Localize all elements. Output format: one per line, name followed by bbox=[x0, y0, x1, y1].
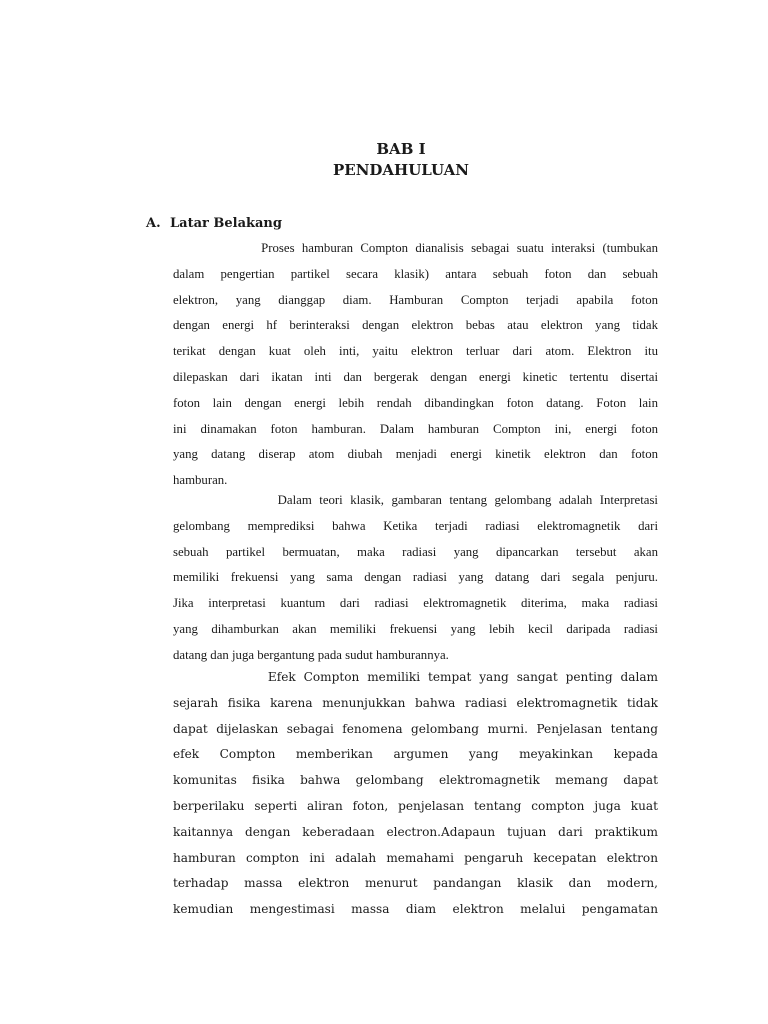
paragraph-line: Jika interpretasi kuantum dari radiasi elektromagnetik diterima, maka radiasi bbox=[173, 596, 658, 611]
paragraph-1 bbox=[173, 236, 658, 494]
paragraph-line: yang dihamburkan akan memiliki frekuensi yang lebih kecil daripada radiasi bbox=[173, 621, 658, 636]
paragraph-line: datang dan juga bergantung pada sudut hamburannya. bbox=[173, 647, 449, 662]
paragraph-line: dalam pengertian partikel secara klasik) antara sebuah foton dan sebuah bbox=[173, 266, 658, 281]
paragraph-line: Dalam teori klasik, gambaran tentang gelombang adalah Interpretasi bbox=[173, 493, 658, 507]
chapter-title: PENDAHULUAN bbox=[332, 161, 470, 179]
paragraph-line: berperilaku seperti aliran foton, penjelasan tentang compton juga kuat bbox=[173, 798, 658, 813]
paragraph-line: memiliki frekuensi yang sama dengan radiasi yang datang dari segala penjuru. bbox=[173, 570, 658, 585]
paragraph-line: dengan energi hf berinteraksi dengan elektron bebas atau elektron yang tidak bbox=[173, 318, 658, 333]
paragraph-line: gelombang memprediksi bahwa Ketika terjadi radiasi elektromagnetik dari bbox=[173, 518, 658, 533]
paragraph-line: terhadap massa elektron menurut pandangan klasik dan modern, bbox=[173, 876, 658, 891]
paragraph-line: dilepaskan dari ikatan inti dan bergerak dengan energi kinetic tertentu disertai bbox=[173, 369, 658, 384]
paragraph-line: dapat dijelaskan sebagai fenomena gelombang murni. Penjelasan tentang bbox=[173, 721, 658, 736]
paragraph-line: komunitas fisika bahwa gelombang elektromagnetik memang dapat bbox=[173, 773, 658, 788]
section-heading bbox=[146, 214, 282, 234]
paragraph-line: ini dinamakan foton hamburan. Dalam hamburan Compton ini, energi foton bbox=[173, 421, 658, 436]
paragraph-line: hamburan. bbox=[173, 473, 228, 488]
paragraph-line: Proses hamburan Compton dianalisis sebagai suatu interaksi (tumbukan bbox=[173, 241, 658, 255]
paragraph-line: foton lain dengan energi lebih rendah dibandingkan foton datang. Foton lain bbox=[173, 395, 658, 410]
section-title: Latar Belakang bbox=[170, 216, 282, 231]
paragraph-line: Efek Compton memiliki tempat yang sangat penting dalam bbox=[173, 670, 658, 684]
paragraph-line: sejarah fisika karena menunjukkan bahwa radiasi elektromagnetik tidak bbox=[173, 695, 658, 710]
section-marker: A. bbox=[146, 216, 161, 231]
paragraph-line: elektron, yang dianggap diam. Hamburan Compton terjadi apabila foton bbox=[173, 292, 658, 307]
paragraph-2 bbox=[173, 488, 658, 669]
paragraph-line: kaitannya dengan keberadaan electron.Adapaun tujuan dari praktikum bbox=[173, 824, 658, 839]
paragraph-line: efek Compton memberikan argumen yang meyakinkan kepada bbox=[173, 747, 658, 762]
paragraph-line: sebuah partikel bermuatan, maka radiasi yang dipancarkan tersebut akan bbox=[173, 544, 658, 559]
paragraph-line: yang datang diserap atom diubah menjadi energi kinetik elektron dan foton bbox=[173, 447, 658, 462]
paragraph-line: hamburan compton ini adalah memahami pengaruh kecepatan elektron bbox=[173, 850, 658, 865]
chapter-number: BAB I bbox=[376, 140, 426, 158]
paragraph-line: kemudian mengestimasi massa diam elektron melalui pengamatan bbox=[173, 902, 658, 917]
paragraph-3 bbox=[173, 665, 658, 923]
paragraph-line: terikat dengan kuat oleh inti, yaitu elektron terluar dari atom. Elektron itu bbox=[173, 344, 658, 359]
